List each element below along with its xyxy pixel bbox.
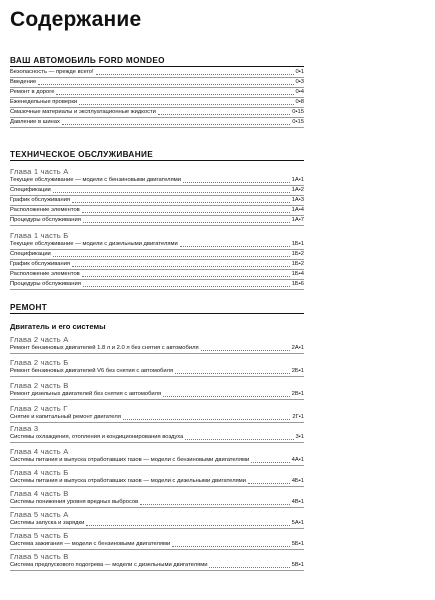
leader-dots (248, 483, 290, 484)
leader-dots (62, 124, 290, 125)
section-divider (10, 160, 304, 161)
leader-dots (72, 266, 290, 267)
leader-dots (183, 182, 290, 183)
leader-dots (53, 192, 290, 193)
leader-dots (175, 373, 290, 374)
toc-entry-page: 5А•1 (291, 520, 304, 526)
chapter-label: Глава 2 часть В (10, 381, 69, 390)
chapter-label: Глава 5 часть А (10, 510, 69, 519)
leader-dots (79, 104, 293, 105)
toc-entry-page: 1А•4 (291, 207, 304, 213)
toc-entry-label: График обслуживания (10, 261, 71, 267)
toc-entry-label: Расположение элементов (10, 271, 80, 277)
toc-entry[interactable] (10, 432, 304, 443)
leader-dots (209, 567, 289, 568)
toc-entry-page: 2Б•1 (291, 368, 304, 374)
toc-entry-page: 1А•7 (291, 217, 304, 223)
leader-dots (96, 74, 294, 75)
toc-entry[interactable] (10, 366, 304, 377)
toc-entry-label: Снятие и капитальный ремонт двигателя (10, 414, 121, 420)
toc-entry[interactable] (10, 279, 304, 290)
chapter-label: Глава 4 часть Б (10, 468, 69, 477)
toc-entry-label: Системы понижения уровня вредных выбросов (10, 499, 139, 505)
chapter-label: Глава 2 часть А (10, 335, 69, 344)
toc-entry-label: График обслуживания (10, 197, 71, 203)
toc-entry-label: Давление в шинах (10, 119, 60, 125)
toc-entry-label: Безопасность — прежде всего! (10, 69, 94, 75)
leader-dots (201, 350, 290, 351)
toc-entry-page: 2Г•1 (292, 414, 304, 420)
leader-dots (123, 419, 291, 420)
toc-entry-label: Текущее обслуживание — модели с бензиновыми двигателями (10, 177, 181, 183)
leader-dots (82, 212, 290, 213)
toc-entry-page: 4Б•1 (291, 478, 304, 484)
section-heading-repair: РЕМОНТ (10, 303, 48, 312)
chapter-label: Глава 4 часть В (10, 489, 69, 498)
toc-entry-label: Системы питания и выпуска отработавших газов — модели с дизельными двигателями (10, 478, 246, 484)
chapter-label: Глава 2 часть Г (10, 404, 68, 413)
leader-dots (83, 222, 290, 223)
toc-entry-page: 0•1 (295, 69, 304, 75)
toc-entry-label: Ремонт бензиновых двигателей 1.8 л и 2.0 л без снятия с автомобиля (10, 345, 199, 351)
toc-entry-page: 1Б•4 (291, 271, 304, 277)
toc-entry-label: Введение (10, 79, 37, 85)
toc-entry-label: Система предпускового подогрева — модели с дизельными двигателями (10, 562, 208, 568)
chapter-label: Глава 2 часть Б (10, 358, 69, 367)
toc-entry-label: Ремонт бензиновых двигателей V6 без снятия с автомобиля (10, 368, 174, 374)
toc-entry-label: Спецификации (10, 251, 51, 257)
toc-entry[interactable] (10, 476, 304, 487)
toc-entry-page: 1Б•1 (291, 241, 304, 247)
leader-dots (185, 439, 293, 440)
toc-entry-label: Системы охлаждения, отопления и кондиционирования воздуха (10, 434, 184, 440)
toc-entry-page: 3•1 (295, 434, 304, 440)
toc-entry-label: Смазочные материалы и эксплуатационные жидкости (10, 109, 156, 115)
toc-entry[interactable] (10, 560, 304, 571)
toc-entry-page: 5Б•1 (291, 541, 304, 547)
toc-entry-page: 1А•2 (291, 187, 304, 193)
toc-entry[interactable] (10, 215, 304, 226)
toc-entry[interactable] (10, 518, 304, 529)
toc-entry[interactable] (10, 412, 304, 423)
toc-entry-page: 0•3 (295, 79, 304, 85)
toc-entry-label: Система зажигания — модели с бензиновыми двигателями (10, 541, 171, 547)
toc-entry-page: 1А•1 (291, 177, 304, 183)
toc-entry-page: 1А•3 (291, 197, 304, 203)
leader-dots (158, 114, 290, 115)
leader-dots (53, 256, 290, 257)
toc-entry-page: 2В•1 (291, 391, 304, 397)
toc-entry-page: 0•4 (295, 89, 304, 95)
toc-entry-label: Системы запуска и зарядки (10, 520, 85, 526)
toc-entry-page: 1Б•6 (291, 281, 304, 287)
leader-dots (38, 84, 293, 85)
leader-dots (83, 286, 290, 287)
leader-dots (82, 276, 290, 277)
toc-entry[interactable] (10, 389, 304, 400)
toc-entry-label: Расположение элементов (10, 207, 80, 213)
toc-entry-label: Еженедельные проверки (10, 99, 78, 105)
chapter-label: Глава 3 (10, 424, 39, 433)
toc-entry[interactable] (10, 117, 304, 128)
toc-entry-label: Системы питания и выпуска отработавших газов — модели с бензиновыми двигателями (10, 457, 250, 463)
toc-entry-label: Текущее обслуживание — модели с дизельными двигателями (10, 241, 178, 247)
toc-entry-page: 4В•1 (291, 499, 304, 505)
leader-dots (72, 202, 290, 203)
toc-entry[interactable] (10, 539, 304, 550)
toc-entry[interactable] (10, 455, 304, 466)
chapter-label: Глава 4 часть А (10, 447, 69, 456)
section-divider (10, 313, 304, 314)
leader-dots (140, 504, 289, 505)
toc-entry-page: 0•15 (292, 119, 304, 125)
toc-entry[interactable] (10, 497, 304, 508)
toc-entry-label: Ремонт в дороге (10, 89, 55, 95)
page-title: Содержание (10, 8, 142, 31)
chapter-label: Глава 1 часть А (10, 167, 69, 176)
section-heading-your-car: ВАШ АВТОМОБИЛЬ FORD MONDEO (10, 56, 165, 65)
section-heading-maintenance: ТЕХНИЧЕСКОЕ ОБСЛУЖИВАНИЕ (10, 150, 154, 159)
chapter-label: Глава 5 часть Б (10, 531, 69, 540)
leader-dots (251, 462, 289, 463)
chapter-label: Глава 5 часть В (10, 552, 69, 561)
toc-entry-page: 1Б•2 (291, 261, 304, 267)
toc-entry-label: Ремонт дизельных двигателей без снятия с автомобиля (10, 391, 162, 397)
toc-entry-page: 0•15 (292, 109, 304, 115)
leader-dots (86, 525, 289, 526)
chapter-label: Глава 1 часть Б (10, 231, 69, 240)
toc-entry-page: 0•8 (295, 99, 304, 105)
toc-entry-page: 4А•1 (291, 457, 304, 463)
toc-entry-page: 1Б•2 (291, 251, 304, 257)
subsection-heading-engine: Двигатель и его системы (10, 322, 106, 331)
leader-dots (180, 246, 290, 247)
toc-entry-page: 5В•1 (291, 562, 304, 568)
leader-dots (163, 396, 289, 397)
toc-entry[interactable] (10, 343, 304, 354)
toc-entry-page: 2А•1 (291, 345, 304, 351)
leader-dots (56, 94, 293, 95)
toc-entry-label: Процедуры обслуживания (10, 281, 81, 287)
toc-entry-label: Спецификации (10, 187, 51, 193)
toc-entry-label: Процедуры обслуживания (10, 217, 81, 223)
leader-dots (172, 546, 289, 547)
